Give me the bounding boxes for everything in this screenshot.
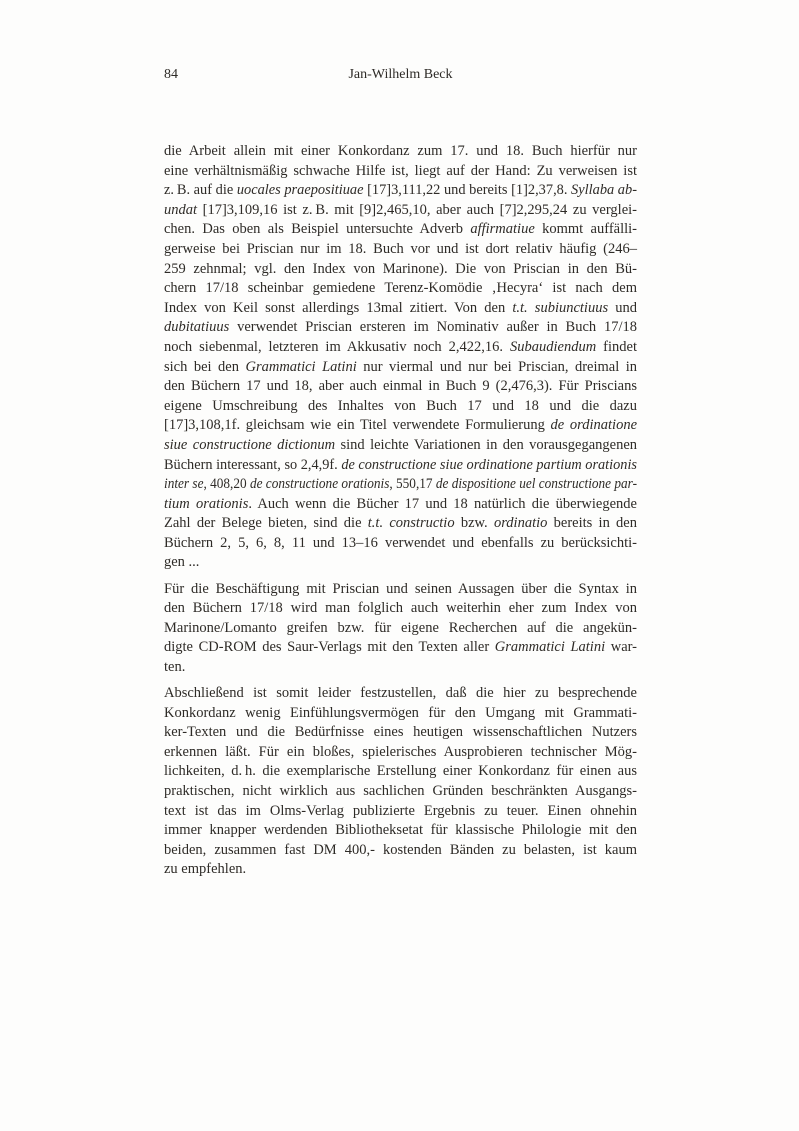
text-segment: Abschließend ist somit leider festzustellen, daß die hier zu besprechende bbox=[164, 685, 637, 702]
text-segment: den Büchern 17 und 18, aber auch einmal in Buch 9 (2,476,3). Für Priscians bbox=[164, 378, 637, 395]
text-line bbox=[164, 782, 637, 802]
text-line-content bbox=[164, 338, 637, 358]
text-segment: Für die Beschäftigung mit Priscian und seinen Aussagen über die Syntax in bbox=[164, 580, 637, 597]
text-line bbox=[164, 580, 637, 600]
italic-segment: t.t. subiunctiuus bbox=[512, 299, 609, 316]
text-line-content bbox=[164, 534, 637, 554]
text-line-content bbox=[164, 201, 637, 221]
text-segment: lichkeiten, d. h. die exemplarische Erstellung einer Konkordanz für einen aus bbox=[164, 763, 637, 780]
text-segment: digte CD-ROM des Saur-Verlags mit den Texten aller bbox=[164, 639, 495, 656]
text-line bbox=[164, 723, 637, 743]
text-line-content bbox=[164, 299, 637, 319]
text-line bbox=[164, 299, 637, 319]
text-segment: noch siebenmal, letzteren im Akkusativ noch 2,422,16. bbox=[164, 338, 511, 355]
text-line-content bbox=[164, 619, 637, 639]
text-line-content bbox=[164, 260, 637, 280]
italic-segment: dubitatiuus bbox=[164, 319, 230, 336]
text-line bbox=[164, 162, 637, 182]
text-segment: , 550,17 bbox=[389, 476, 436, 493]
text-segment: , 408,20 bbox=[203, 476, 250, 493]
text-segment: bzw. bbox=[454, 515, 494, 532]
text-line-content bbox=[164, 723, 637, 743]
text-segment: erkennen läßt. Für ein bloßes, spielerisches Ausprobieren technischer Mög- bbox=[164, 743, 637, 760]
text-line bbox=[164, 181, 637, 201]
text-line bbox=[164, 436, 637, 456]
text-line bbox=[164, 358, 637, 378]
text-segment: . Auch wenn die Bücher 17 und 18 natürlich die überwiegende bbox=[248, 495, 637, 512]
text-line bbox=[164, 338, 637, 358]
text-segment: bereits in den bbox=[547, 515, 637, 532]
text-segment: findet bbox=[596, 338, 637, 355]
text-segment: [17]3,111,22 und bereits [1]2,37,8. bbox=[363, 182, 572, 199]
text-segment: praktischen, nicht wirklich aus sachlichen Gründen beschränkten Ausgangs- bbox=[164, 783, 637, 799]
italic-segment: undat bbox=[164, 201, 198, 218]
paragraph bbox=[164, 142, 637, 573]
text-line bbox=[164, 514, 637, 534]
text-line-content bbox=[164, 684, 637, 704]
text-line bbox=[164, 279, 637, 299]
text-line bbox=[164, 240, 637, 260]
text-line-content bbox=[164, 782, 637, 802]
text-segment: gerweise bei Priscian nur im 18. Buch vor und ist dort relativ häufig (246– bbox=[164, 240, 637, 257]
text-line-content bbox=[164, 240, 637, 260]
text-line-content bbox=[164, 436, 637, 456]
text-segment: eine verhältnismäßig schwache Hilfe ist, liegt auf der Hand: Zu verweisen ist bbox=[164, 162, 637, 179]
text-line-content bbox=[164, 142, 637, 162]
italic-segment: de constructione orationis bbox=[249, 476, 390, 493]
text-line bbox=[164, 456, 637, 476]
italic-segment: Grammatici Latini bbox=[494, 639, 606, 656]
text-line bbox=[164, 860, 637, 880]
paragraph bbox=[164, 580, 637, 678]
text-line-content bbox=[164, 456, 637, 476]
page-header bbox=[164, 67, 637, 83]
text-line bbox=[164, 802, 637, 822]
text-segment: Büchern 2, 5, 6, 8, 11 und 13–16 verwendet und ebenfalls zu berücksichti- bbox=[164, 534, 637, 551]
text-segment: kommt auffälli- bbox=[534, 221, 637, 238]
text-line bbox=[164, 841, 637, 861]
text-line-content bbox=[164, 841, 637, 861]
text-line bbox=[164, 658, 637, 678]
text-segment: sind leichte Variationen in den vorausgegangenen bbox=[335, 436, 637, 453]
italic-segment: ordinatio bbox=[493, 515, 548, 532]
text-line-content bbox=[164, 377, 637, 397]
text-segment: ten. bbox=[164, 658, 186, 675]
text-segment: nur viermal und nur bei Priscian, dreimal in bbox=[356, 358, 638, 375]
italic-segment: Subaudiendum bbox=[510, 338, 597, 355]
italic-segment: uocales praepositiuae bbox=[236, 182, 364, 199]
text-line bbox=[164, 534, 637, 554]
text-segment: sich bei den bbox=[164, 358, 246, 375]
italic-segment: affirmatiue bbox=[470, 221, 535, 238]
text-line bbox=[164, 416, 637, 436]
text-segment: den Büchern 17/18 wird man folglich auch weiterhin eher zum Index von bbox=[164, 600, 637, 617]
text-line-content bbox=[164, 514, 637, 534]
italic-segment: inter se bbox=[164, 476, 204, 493]
text-line-content bbox=[164, 743, 637, 763]
text-line-content bbox=[164, 580, 637, 600]
italic-segment: tium orationis bbox=[164, 495, 249, 512]
text-line bbox=[164, 599, 637, 619]
text-line-content bbox=[164, 599, 637, 619]
text-segment: beiden, zusammen fast DM 400,- kostenden Bänden zu belasten, ist kaum bbox=[164, 841, 637, 858]
text-segment: chen. Das oben als Beispiel untersuchte Adverb bbox=[164, 221, 471, 238]
text-segment: 259 zehnmal; vgl. den Index von Marinone). Die von Priscian in den Bü- bbox=[164, 260, 637, 277]
text-line bbox=[164, 318, 637, 338]
italic-segment: Grammatici Latini bbox=[245, 358, 357, 375]
text-segment: text ist das im Olms-Verlag publizierte Ergebnis zu teuer. Einen ohnehin bbox=[164, 802, 637, 819]
text-segment: eigene Umschreibung des Inhaltes von Buch 17 und 18 und die dazu bbox=[164, 397, 637, 414]
text-segment: [17]3,109,16 ist z. B. mit [9]2,465,10, aber auch [7]2,295,24 zu verglei- bbox=[197, 201, 637, 218]
page-number: 84 bbox=[164, 67, 178, 82]
text-segment: immer knapper werdenden Bibliotheksetat für klassische Philologie mit den bbox=[164, 822, 637, 839]
text-segment: [17]3,108,1f. gleichsam wie ein Titel verwendete Formulierung bbox=[164, 417, 551, 434]
text-line bbox=[164, 743, 637, 763]
text-line bbox=[164, 704, 637, 724]
text-line-content bbox=[164, 802, 637, 822]
text-line-content bbox=[164, 821, 637, 841]
text-line bbox=[164, 821, 637, 841]
text-segment: die Arbeit allein mit einer Konkordanz zum 17. und 18. Buch hierfür nur bbox=[164, 143, 637, 159]
paragraph bbox=[164, 684, 637, 880]
text-line bbox=[164, 397, 637, 417]
italic-segment: de constructione siue ordinatione partium orationis bbox=[341, 456, 637, 473]
text-line-content bbox=[164, 318, 637, 338]
text-line-content bbox=[164, 658, 185, 678]
text-line-content bbox=[164, 397, 637, 417]
text-segment: chern 17/18 scheinbar gemiedene Terenz-Komödie ‚Hecyra‘ ist nach dem bbox=[164, 280, 637, 297]
italic-segment: Syllaba ab- bbox=[571, 182, 637, 199]
text-line bbox=[164, 762, 637, 782]
text-segment: zu empfehlen. bbox=[164, 861, 247, 878]
text-line bbox=[164, 475, 637, 495]
text-segment: Marinone/Lomanto greifen bzw. für eigene Recherchen auf die angekün- bbox=[164, 619, 637, 636]
text-segment: z. B. auf die bbox=[164, 182, 237, 199]
italic-segment: siue constructione dictionum bbox=[164, 436, 336, 453]
text-line-content bbox=[164, 181, 637, 201]
text-line bbox=[164, 619, 637, 639]
text-line-content bbox=[164, 475, 637, 495]
text-segment: verwendet Priscian ersteren im Nominativ außer in Buch 17/18 bbox=[229, 319, 637, 336]
text-line-content bbox=[164, 416, 637, 436]
text-line bbox=[164, 260, 637, 280]
text-line bbox=[164, 495, 637, 515]
text-line-content bbox=[164, 704, 637, 724]
text-line bbox=[164, 201, 637, 221]
text-segment: und bbox=[608, 299, 637, 316]
text-line bbox=[164, 220, 637, 240]
text-line bbox=[164, 638, 637, 658]
text-line-content bbox=[164, 279, 637, 299]
text-line-content bbox=[164, 495, 637, 515]
text-line-content bbox=[164, 358, 637, 378]
text-segment: Index von Keil sonst allerdings 13mal zitiert. Von den bbox=[164, 299, 513, 316]
text-line-content bbox=[164, 553, 199, 573]
italic-segment: de dispositione uel constructione par- bbox=[435, 476, 637, 493]
text-segment: Zahl der Belege bieten, sind die bbox=[164, 515, 368, 532]
text-line-content bbox=[164, 162, 637, 182]
italic-segment: t.t. constructio bbox=[367, 515, 455, 532]
text-segment: Konkordanz wenig Einfühlungsvermögen für den Umgang mit Grammati- bbox=[164, 704, 637, 721]
text-segment: war- bbox=[605, 639, 638, 656]
text-segment: Büchern interessant, so 2,4,9f. bbox=[164, 456, 342, 473]
text-line-content bbox=[164, 638, 637, 658]
text-line bbox=[164, 684, 637, 704]
running-head: Jan-Wilhelm Beck bbox=[348, 67, 453, 82]
text-line-content bbox=[164, 860, 246, 880]
text-line bbox=[164, 142, 637, 162]
text-line bbox=[164, 553, 637, 573]
text-line-content bbox=[164, 762, 637, 782]
italic-segment: de ordinatione bbox=[550, 417, 638, 434]
text-line bbox=[164, 377, 637, 397]
text-segment: ker-Texten und die Bedürfnisse eines heutigen wissenschaftlichen Nutzers bbox=[164, 724, 637, 741]
body-text bbox=[164, 142, 637, 880]
text-line-content bbox=[164, 220, 637, 240]
text-segment: gen ... bbox=[164, 554, 200, 571]
